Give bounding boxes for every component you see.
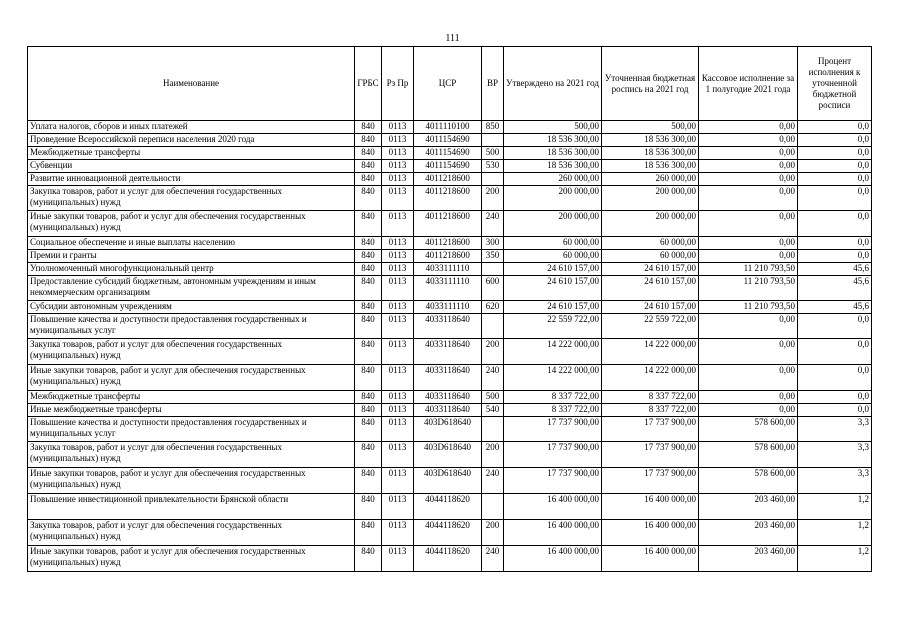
row-rzpr: 0113 <box>382 211 414 237</box>
row-csr: 4033111110 <box>414 263 482 276</box>
row-refined: 8 337 722,00 <box>602 391 699 404</box>
header-grbs: ГРБС <box>355 47 382 121</box>
row-grbs: 840 <box>355 468 382 494</box>
row-approved: 17 737 900,00 <box>504 442 602 468</box>
row-approved: 260 000,00 <box>504 173 602 186</box>
row-rzpr: 0113 <box>382 301 414 314</box>
row-refined: 18 536 300,00 <box>602 160 699 173</box>
row-cash: 203 460,00 <box>699 520 798 546</box>
row-csr: 4011110100 <box>414 121 482 134</box>
table-row <box>28 173 872 186</box>
row-name: Закупка товаров, работ и услуг для обеспечения государственных (муниципальных) нужд <box>28 520 355 546</box>
row-percent: 0,0 <box>798 339 872 365</box>
row-name: Иные закупки товаров, работ и услуг для обеспечения государственных (муниципальных) нужд <box>28 211 355 237</box>
row-csr: 4033118640 <box>414 404 482 417</box>
row-vr: 200 <box>482 520 504 546</box>
row-rzpr: 0113 <box>382 546 414 572</box>
row-grbs: 840 <box>355 494 382 520</box>
row-vr <box>482 134 504 147</box>
row-vr <box>482 314 504 339</box>
row-name: Уплата налогов, сборов и иных платежей <box>28 121 355 134</box>
page-number: 111 <box>445 33 460 44</box>
row-refined: 60 000,00 <box>602 250 699 263</box>
row-rzpr: 0113 <box>382 468 414 494</box>
row-cash: 0,00 <box>699 173 798 186</box>
row-vr: 200 <box>482 442 504 468</box>
row-grbs: 840 <box>355 404 382 417</box>
row-percent: 0,0 <box>798 134 872 147</box>
row-vr: 850 <box>482 121 504 134</box>
row-percent: 0,0 <box>798 186 872 211</box>
row-rzpr: 0113 <box>382 134 414 147</box>
row-vr: 350 <box>482 250 504 263</box>
row-percent: 45,6 <box>798 276 872 301</box>
header-rzpr: Рз Пр <box>382 47 414 121</box>
row-vr: 600 <box>482 276 504 301</box>
row-cash: 11 210 793,50 <box>699 263 798 276</box>
row-rzpr: 0113 <box>382 339 414 365</box>
row-vr: 500 <box>482 391 504 404</box>
row-grbs: 840 <box>355 301 382 314</box>
row-cash: 0,00 <box>699 404 798 417</box>
row-refined: 18 536 300,00 <box>602 134 699 147</box>
row-percent: 3,3 <box>798 468 872 494</box>
row-approved: 14 222 000,00 <box>504 365 602 391</box>
row-grbs: 840 <box>355 520 382 546</box>
row-approved: 16 400 000,00 <box>504 520 602 546</box>
row-percent: 0,0 <box>798 121 872 134</box>
table-row <box>28 301 872 314</box>
row-percent: 3,3 <box>798 417 872 442</box>
row-name: Проведение Всероссийской переписи населения 2020 года <box>28 134 355 147</box>
row-rzpr: 0113 <box>382 314 414 339</box>
row-name: Иные закупки товаров, работ и услуг для обеспечения государственных (муниципальных) нужд <box>28 546 355 572</box>
row-vr: 240 <box>482 546 504 572</box>
row-approved: 60 000,00 <box>504 250 602 263</box>
row-csr: 4033118640 <box>414 365 482 391</box>
row-refined: 24 610 157,00 <box>602 301 699 314</box>
row-grbs: 840 <box>355 417 382 442</box>
row-approved: 24 610 157,00 <box>504 301 602 314</box>
row-csr: 4033118640 <box>414 391 482 404</box>
row-percent: 0,0 <box>798 160 872 173</box>
row-vr: 620 <box>482 301 504 314</box>
row-refined: 17 737 900,00 <box>602 417 699 442</box>
row-csr: 4033111110 <box>414 276 482 301</box>
row-cash: 0,00 <box>699 186 798 211</box>
row-vr: 240 <box>482 468 504 494</box>
row-refined: 200 000,00 <box>602 186 699 211</box>
row-vr: 530 <box>482 160 504 173</box>
row-refined: 500,00 <box>602 121 699 134</box>
row-grbs: 840 <box>355 173 382 186</box>
row-approved: 200 000,00 <box>504 186 602 211</box>
row-refined: 60 000,00 <box>602 237 699 250</box>
row-grbs: 840 <box>355 121 382 134</box>
row-refined: 260 000,00 <box>602 173 699 186</box>
row-cash: 0,00 <box>699 365 798 391</box>
table-row <box>28 417 872 442</box>
row-approved: 22 559 722,00 <box>504 314 602 339</box>
row-refined: 24 610 157,00 <box>602 276 699 301</box>
row-csr: 403D618640 <box>414 468 482 494</box>
row-name: Повышение качества и доступности предоставления государственных и муниципальных услуг <box>28 314 355 339</box>
row-vr: 200 <box>482 339 504 365</box>
row-percent: 0,0 <box>798 147 872 160</box>
row-name: Иные закупки товаров, работ и услуг для обеспечения государственных (муниципальных) нужд <box>28 468 355 494</box>
row-grbs: 840 <box>355 339 382 365</box>
row-vr: 500 <box>482 147 504 160</box>
row-cash: 203 460,00 <box>699 494 798 520</box>
row-name: Повышение инвестиционной привлекательности Брянской области <box>28 494 355 520</box>
row-percent: 0,0 <box>798 250 872 263</box>
row-vr <box>482 494 504 520</box>
row-refined: 14 222 000,00 <box>602 365 699 391</box>
row-approved: 18 536 300,00 <box>504 134 602 147</box>
table-row <box>28 211 872 237</box>
row-name: Межбюджетные трансферты <box>28 391 355 404</box>
table-row <box>28 250 872 263</box>
row-cash: 0,00 <box>699 147 798 160</box>
row-csr: 4011154690 <box>414 134 482 147</box>
row-refined: 14 222 000,00 <box>602 339 699 365</box>
row-cash: 11 210 793,50 <box>699 276 798 301</box>
row-refined: 22 559 722,00 <box>602 314 699 339</box>
row-name: Иные закупки товаров, работ и услуг для обеспечения государственных (муниципальных) нужд <box>28 365 355 391</box>
row-refined: 16 400 000,00 <box>602 520 699 546</box>
row-csr: 4033118640 <box>414 314 482 339</box>
row-approved: 14 222 000,00 <box>504 339 602 365</box>
row-vr: 200 <box>482 186 504 211</box>
row-rzpr: 0113 <box>382 263 414 276</box>
table-row <box>28 546 872 572</box>
row-rzpr: 0113 <box>382 520 414 546</box>
row-vr <box>482 173 504 186</box>
budget-table <box>27 46 872 572</box>
table-row <box>28 147 872 160</box>
row-cash: 11 210 793,50 <box>699 301 798 314</box>
row-percent: 1,2 <box>798 546 872 572</box>
row-cash: 0,00 <box>699 391 798 404</box>
row-name: Субсидии автономным учреждениям <box>28 301 355 314</box>
row-cash: 0,00 <box>699 121 798 134</box>
table-row <box>28 263 872 276</box>
row-grbs: 840 <box>355 237 382 250</box>
row-approved: 16 400 000,00 <box>504 546 602 572</box>
row-approved: 24 610 157,00 <box>504 276 602 301</box>
row-percent: 45,6 <box>798 263 872 276</box>
header-refined: Уточненная бюджетная роспись на 2021 год <box>602 47 699 121</box>
row-approved: 18 536 300,00 <box>504 147 602 160</box>
row-name: Социальное обеспечение и иные выплаты населению <box>28 237 355 250</box>
row-cash: 0,00 <box>699 314 798 339</box>
row-percent: 1,2 <box>798 520 872 546</box>
row-cash: 203 460,00 <box>699 546 798 572</box>
table-row <box>28 468 872 494</box>
row-name: Иные межбюджетные трансферты <box>28 404 355 417</box>
row-rzpr: 0113 <box>382 250 414 263</box>
table-row <box>28 520 872 546</box>
row-csr: 4033111110 <box>414 301 482 314</box>
row-grbs: 840 <box>355 186 382 211</box>
row-approved: 60 000,00 <box>504 237 602 250</box>
row-vr: 240 <box>482 211 504 237</box>
row-rzpr: 0113 <box>382 121 414 134</box>
row-rzpr: 0113 <box>382 186 414 211</box>
row-cash: 578 600,00 <box>699 468 798 494</box>
table-row <box>28 276 872 301</box>
row-name: Закупка товаров, работ и услуг для обеспечения государственных (муниципальных) нужд <box>28 339 355 365</box>
row-percent: 0,0 <box>798 237 872 250</box>
row-refined: 17 737 900,00 <box>602 442 699 468</box>
row-csr: 4044118620 <box>414 520 482 546</box>
row-vr: 300 <box>482 237 504 250</box>
table-row <box>28 121 872 134</box>
header-name: Наименование <box>28 47 355 121</box>
row-percent: 0,0 <box>798 404 872 417</box>
table-row <box>28 134 872 147</box>
row-rzpr: 0113 <box>382 276 414 301</box>
row-cash: 578 600,00 <box>699 417 798 442</box>
row-percent: 3,3 <box>798 442 872 468</box>
row-name: Развитие инновационной деятельности <box>28 173 355 186</box>
row-csr: 4044118620 <box>414 546 482 572</box>
table-row <box>28 442 872 468</box>
row-approved: 200 000,00 <box>504 211 602 237</box>
row-percent: 0,0 <box>798 365 872 391</box>
row-percent: 0,0 <box>798 314 872 339</box>
row-refined: 16 400 000,00 <box>602 546 699 572</box>
row-rzpr: 0113 <box>382 237 414 250</box>
row-percent: 0,0 <box>798 211 872 237</box>
row-percent: 0,0 <box>798 173 872 186</box>
row-approved: 500,00 <box>504 121 602 134</box>
row-cash: 0,00 <box>699 160 798 173</box>
row-approved: 17 737 900,00 <box>504 417 602 442</box>
row-approved: 24 610 157,00 <box>504 263 602 276</box>
row-grbs: 840 <box>355 442 382 468</box>
row-cash: 0,00 <box>699 339 798 365</box>
row-grbs: 840 <box>355 250 382 263</box>
row-name: Предоставление субсидий бюджетным, автономным учреждениям и иным некоммерческим организациям <box>28 276 355 301</box>
row-grbs: 840 <box>355 314 382 339</box>
row-rzpr: 0113 <box>382 417 414 442</box>
row-refined: 200 000,00 <box>602 211 699 237</box>
row-vr <box>482 417 504 442</box>
header-approved: Утверждено на 2021 год <box>504 47 602 121</box>
row-grbs: 840 <box>355 365 382 391</box>
table-row <box>28 314 872 339</box>
row-name: Повышение качества и доступности предоставления государственных и муниципальных услуг <box>28 417 355 442</box>
row-name: Закупка товаров, работ и услуг для обеспечения государственных (муниципальных) нужд <box>28 442 355 468</box>
row-refined: 16 400 000,00 <box>602 494 699 520</box>
row-csr: 4011218600 <box>414 211 482 237</box>
table-row <box>28 404 872 417</box>
row-cash: 0,00 <box>699 250 798 263</box>
table-header <box>28 47 872 121</box>
header-cash: Кассовое исполнение за 1 полугодие 2021 года <box>699 47 798 121</box>
table-row <box>28 365 872 391</box>
row-rzpr: 0113 <box>382 494 414 520</box>
row-grbs: 840 <box>355 546 382 572</box>
row-approved: 8 337 722,00 <box>504 404 602 417</box>
row-vr: 540 <box>482 404 504 417</box>
row-vr <box>482 263 504 276</box>
row-approved: 16 400 000,00 <box>504 494 602 520</box>
row-csr: 4011218600 <box>414 250 482 263</box>
row-name: Межбюджетные трансферты <box>28 147 355 160</box>
row-cash: 0,00 <box>699 211 798 237</box>
row-csr: 4011218600 <box>414 186 482 211</box>
row-csr: 4033118640 <box>414 339 482 365</box>
row-refined: 8 337 722,00 <box>602 404 699 417</box>
row-rzpr: 0113 <box>382 365 414 391</box>
table-row <box>28 494 872 520</box>
row-name: Субвенции <box>28 160 355 173</box>
row-rzpr: 0113 <box>382 404 414 417</box>
row-csr: 4011218600 <box>414 173 482 186</box>
row-vr: 240 <box>482 365 504 391</box>
row-grbs: 840 <box>355 211 382 237</box>
row-refined: 17 737 900,00 <box>602 468 699 494</box>
row-name: Уполномоченный многофункциональный центр <box>28 263 355 276</box>
header-vr: ВР <box>482 47 504 121</box>
row-approved: 8 337 722,00 <box>504 391 602 404</box>
table-body <box>28 121 872 572</box>
row-grbs: 840 <box>355 263 382 276</box>
row-rzpr: 0113 <box>382 160 414 173</box>
row-refined: 18 536 300,00 <box>602 147 699 160</box>
row-csr: 403D618640 <box>414 442 482 468</box>
table-row <box>28 339 872 365</box>
row-approved: 17 737 900,00 <box>504 468 602 494</box>
row-csr: 4044118620 <box>414 494 482 520</box>
table-row <box>28 391 872 404</box>
row-grbs: 840 <box>355 147 382 160</box>
row-cash: 578 600,00 <box>699 442 798 468</box>
row-percent: 0,0 <box>798 391 872 404</box>
row-csr: 403D618640 <box>414 417 482 442</box>
row-grbs: 840 <box>355 391 382 404</box>
row-grbs: 840 <box>355 160 382 173</box>
row-cash: 0,00 <box>699 134 798 147</box>
row-grbs: 840 <box>355 276 382 301</box>
table-row <box>28 160 872 173</box>
row-csr: 4011154690 <box>414 147 482 160</box>
row-name: Закупка товаров, работ и услуг для обеспечения государственных (муниципальных) нужд <box>28 186 355 211</box>
row-csr: 4011154690 <box>414 160 482 173</box>
row-rzpr: 0113 <box>382 147 414 160</box>
row-name: Премии и гранты <box>28 250 355 263</box>
row-refined: 24 610 157,00 <box>602 263 699 276</box>
header-percent: Процент исполнения к уточненной бюджетной росписи <box>798 47 872 121</box>
row-rzpr: 0113 <box>382 173 414 186</box>
table-row <box>28 237 872 250</box>
row-percent: 45,6 <box>798 301 872 314</box>
row-rzpr: 0113 <box>382 391 414 404</box>
row-rzpr: 0113 <box>382 442 414 468</box>
row-percent: 1,2 <box>798 494 872 520</box>
row-cash: 0,00 <box>699 237 798 250</box>
row-grbs: 840 <box>355 134 382 147</box>
row-csr: 4011218600 <box>414 237 482 250</box>
table-row <box>28 186 872 211</box>
header-csr: ЦСР <box>414 47 482 121</box>
row-approved: 18 536 300,00 <box>504 160 602 173</box>
